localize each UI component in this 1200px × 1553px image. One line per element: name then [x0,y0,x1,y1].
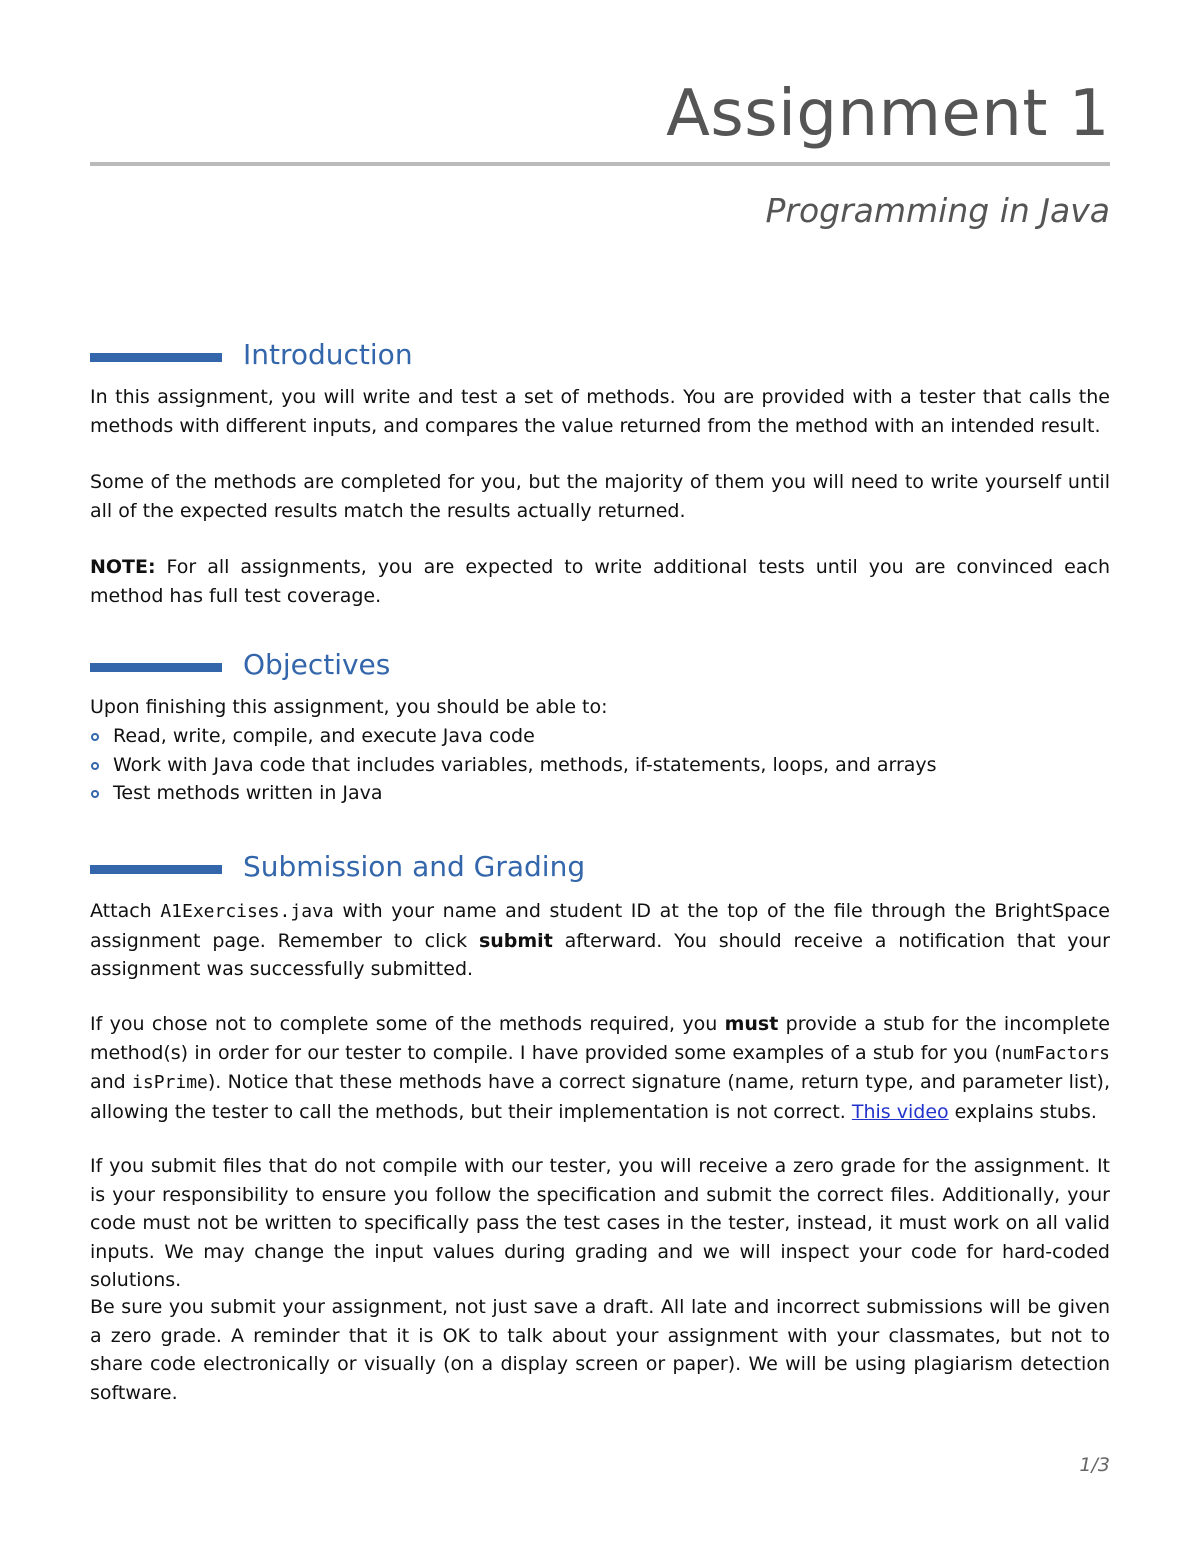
section-title: Introduction [243,338,413,371]
bullet-circle-icon [91,762,99,770]
list-item [90,751,1110,780]
note-text: For all assignments, you are expected to write additional tests until you are convinced each method has full test coverage. [90,556,1110,607]
section-title: Objectives [243,648,391,681]
bullet-circle-icon [91,733,99,741]
submission-paragraph-3: If you submit files that do not compile with our tester, you will receive a zero grade for the assignment. It is your responsibility to ensure you follow the specification and submit the correct files. Additionally, your code must not be written to specifically pass the test cases in the tester, instead, it must work on all valid inputs. We may change the input values during grading and we will inspect your code for hard-coded solutions. [90,1155,1110,1291]
document-subtitle: Programming in Java [765,191,1110,230]
bullet-circle-icon [91,790,99,798]
objectives-list [90,722,1110,808]
document-title: Assignment 1 [666,77,1110,151]
title-rule [90,162,1110,166]
submission-paragraph-4: Be sure you submit your assignment, not just save a draft. All late and incorrect submissions will be given a zero grade. A reminder that it is OK to talk about your assignment with your classmates, but not to share code electronically or visually (on a display screen or paper). We will be using plagiarism detection software. [90,1296,1110,1404]
intro-note-paragraph [90,553,1110,610]
section-title: Submission and Grading [243,850,586,883]
code-isprime: isPrime [132,1072,208,1093]
submission-paragraph-1: Attach A1Exercises.java with your name and student ID at the top of the file through the BrightSpace assignment page. Remember to click submit afterward. You should receive a notification that your assignment was successfully submitted. [90,900,1110,980]
filename-code: A1Exercises.java [160,901,334,922]
code-numfactors: numFactors [1001,1042,1110,1064]
list-item [90,779,1110,808]
must-emphasis: must [724,1013,779,1035]
submit-emphasis: submit [478,929,553,952]
objectives-lead: Upon finishing this assignment, you should be able to: [90,696,608,718]
intro-paragraph-1: In this assignment, you will write and test a set of methods. You are provided with a tester that calls the methods with different inputs, and compares the value returned from the method with an intended result. [90,386,1110,437]
intro-paragraph-2: Some of the methods are completed for you, but the majority of them you will need to write yourself until all of the expected results match the results actually returned. [90,471,1110,522]
section-bar [90,353,222,362]
page-number: 1/3 [1079,1454,1110,1476]
list-item-text: Read, write, compile, and execute Java code [113,725,535,747]
list-item-text: Work with Java code that includes variables, methods, if-statements, loops, and arrays [113,753,937,776]
section-bar [90,663,222,672]
note-label: NOTE: [90,556,156,578]
video-link[interactable]: This video [851,1100,949,1123]
section-bar [90,865,222,874]
list-item [90,722,1110,751]
submission-paragraph-2: If you chose not to complete some of the methods required, you must provide a stub for the incomplete method(s) in order for our tester to compile. I have provided some examples of a stub for you (numFactors and isPrime). Notice that these methods have a correct signature (name, return type, and parameter list), allowing the tester to call the methods, but their implementation is not correct. This video explains stubs. [90,1013,1111,1123]
list-item-text: Test methods written in Java [113,782,383,804]
